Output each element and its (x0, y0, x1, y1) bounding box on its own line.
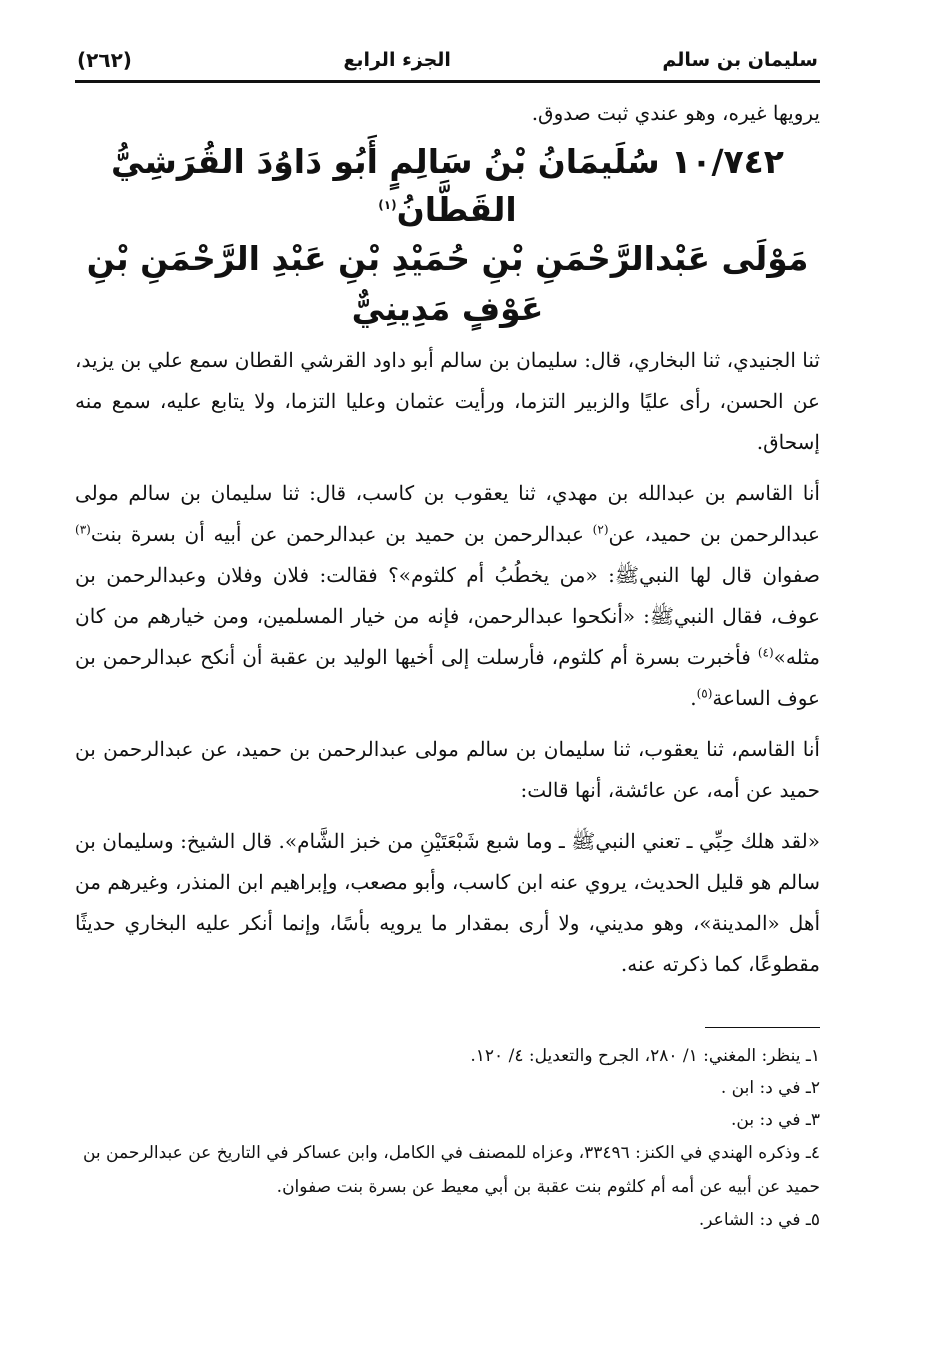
entry-title-line2: مَوْلَى عَبْدالرَّحْمَنِ بْنِ حُمَيْدِ بْنِ عَبْدِ الرَّحْمَنِ بْنِ عَوْفٍ مَدِينِيٌّ (86, 239, 809, 328)
paragraph-2-part-a: أنا القاسم بن عبدالله بن مهدي، ثنا يعقوب بن كاسب، قال: ثنا سليمان بن سالم مولى عبدالرحمن بن حميد، عن (75, 481, 820, 546)
footnote-5: ٥ـ في د: الشاعر. (698, 1210, 820, 1230)
continued-line: يرويها غيره، وهو عندي ثبت صدوق. (531, 101, 820, 125)
paragraph-4: «لقد هلك حِبِّي ـ تعني النبيﷺ ـ وما شبع شَبْعَتَيْنِ من خبز الشَّام». قال الشيخ: وسليمان بن سالم هو قليل الحديث، يروي عنه ابن كاسب، وأبو مصعب، وإبراهيم ابن المنذر، وغيرهم من أهل «المدينة»، وهو مديني، ولا أرى بمقدار ما يرويه بأسًا، وإنما أنكر عليه البخاري حديثًا مقطوعًا، كما ذكرته عنه. (75, 829, 820, 976)
page-body (75, 93, 820, 985)
footnote-1: ١ـ ينظر: المغني: ١/ ٢٨٠، الجرح والتعديل: ٤/ ١٢٠. (470, 1046, 820, 1066)
paragraph-2-part-d: فأخبرت بسرة أم كلثوم، فأرسلت إلى أخيها الوليد بن عقبة أن أنكح عبدالرحمن بن عوف الساعة (75, 645, 820, 710)
running-head-volume: الجزء الرابع (343, 49, 451, 71)
footnote-ref: (١) (378, 198, 397, 212)
page-header (75, 40, 820, 83)
footnote-divider (705, 1027, 820, 1028)
paragraph-2-part-e: . (690, 686, 697, 710)
footnotes (75, 1040, 820, 1236)
paragraph-2 (75, 473, 820, 719)
paragraph-3: أنا القاسم، ثنا يعقوب، ثنا سليمان بن سالم مولى عبدالرحمن بن حميد، عن عبدالرحمن بن حميد عن أمه، عن عائشة، أنها قالت: (75, 737, 820, 802)
footnote-ref: (٤) (757, 645, 774, 660)
footnote-ref: (٣) (75, 522, 91, 537)
entry-title-text: ١٠/٧٤٢ سُلَيمَانُ بْنُ سَالِمٍ أَبُو دَاوُدَ القُرَشِيُّ القَطَّانُ (111, 142, 784, 229)
footnote-ref: (٥) (696, 686, 713, 701)
footnote-4: ٤ـ وذكره الهندي في الكنز: ٣٣٤٩٦، وعزاه للمصنف في الكامل، وابن عساكر في التاريخ عن عبدالرحمن بن حميد عن أبيه عن أمه أم كلثوم بنت عقبة بن أبي معيط عن بسرة بنت صفوان. (82, 1143, 820, 1197)
footnote-ref: (٢) (592, 522, 609, 537)
book-page (75, 40, 820, 1236)
running-head-entry: سليمان بن سالم (662, 49, 818, 71)
entry-title-line1 (75, 138, 820, 234)
footnote-3: ٣ـ في د: بن. (730, 1110, 820, 1130)
paragraph-2-part-c: صفوان قال لها النبيﷺ: «من يخطُبُ أم كلثوم»؟ فقالت: فلان وفلان وعبدالرحمن بن عوف، فقال النبيﷺ: «أنكحوا عبدالرحمن، فإنه من خيار المسلمين، ومن خيارهم من كان مثله» (75, 563, 820, 669)
paragraph-1: ثنا الجنيدي، ثنا البخاري، قال: سليمان بن سالم أبو داود القرشي القطان سمع علي بن يزيد، عن الحسن، رأى عليًا والزبير التزما، ورأيت عثمان وعليا التزما، ولا يتابع عليه، سمع منه إسحاق. (75, 348, 820, 454)
page-number: (٢٦٢) (77, 48, 132, 72)
paragraph-2-part-b: عبدالرحمن بن حميد بن عبدالرحمن عن أبيه أن بسرة بنت (90, 522, 593, 546)
footnote-2: ٢ـ في د: ابن . (720, 1078, 820, 1098)
